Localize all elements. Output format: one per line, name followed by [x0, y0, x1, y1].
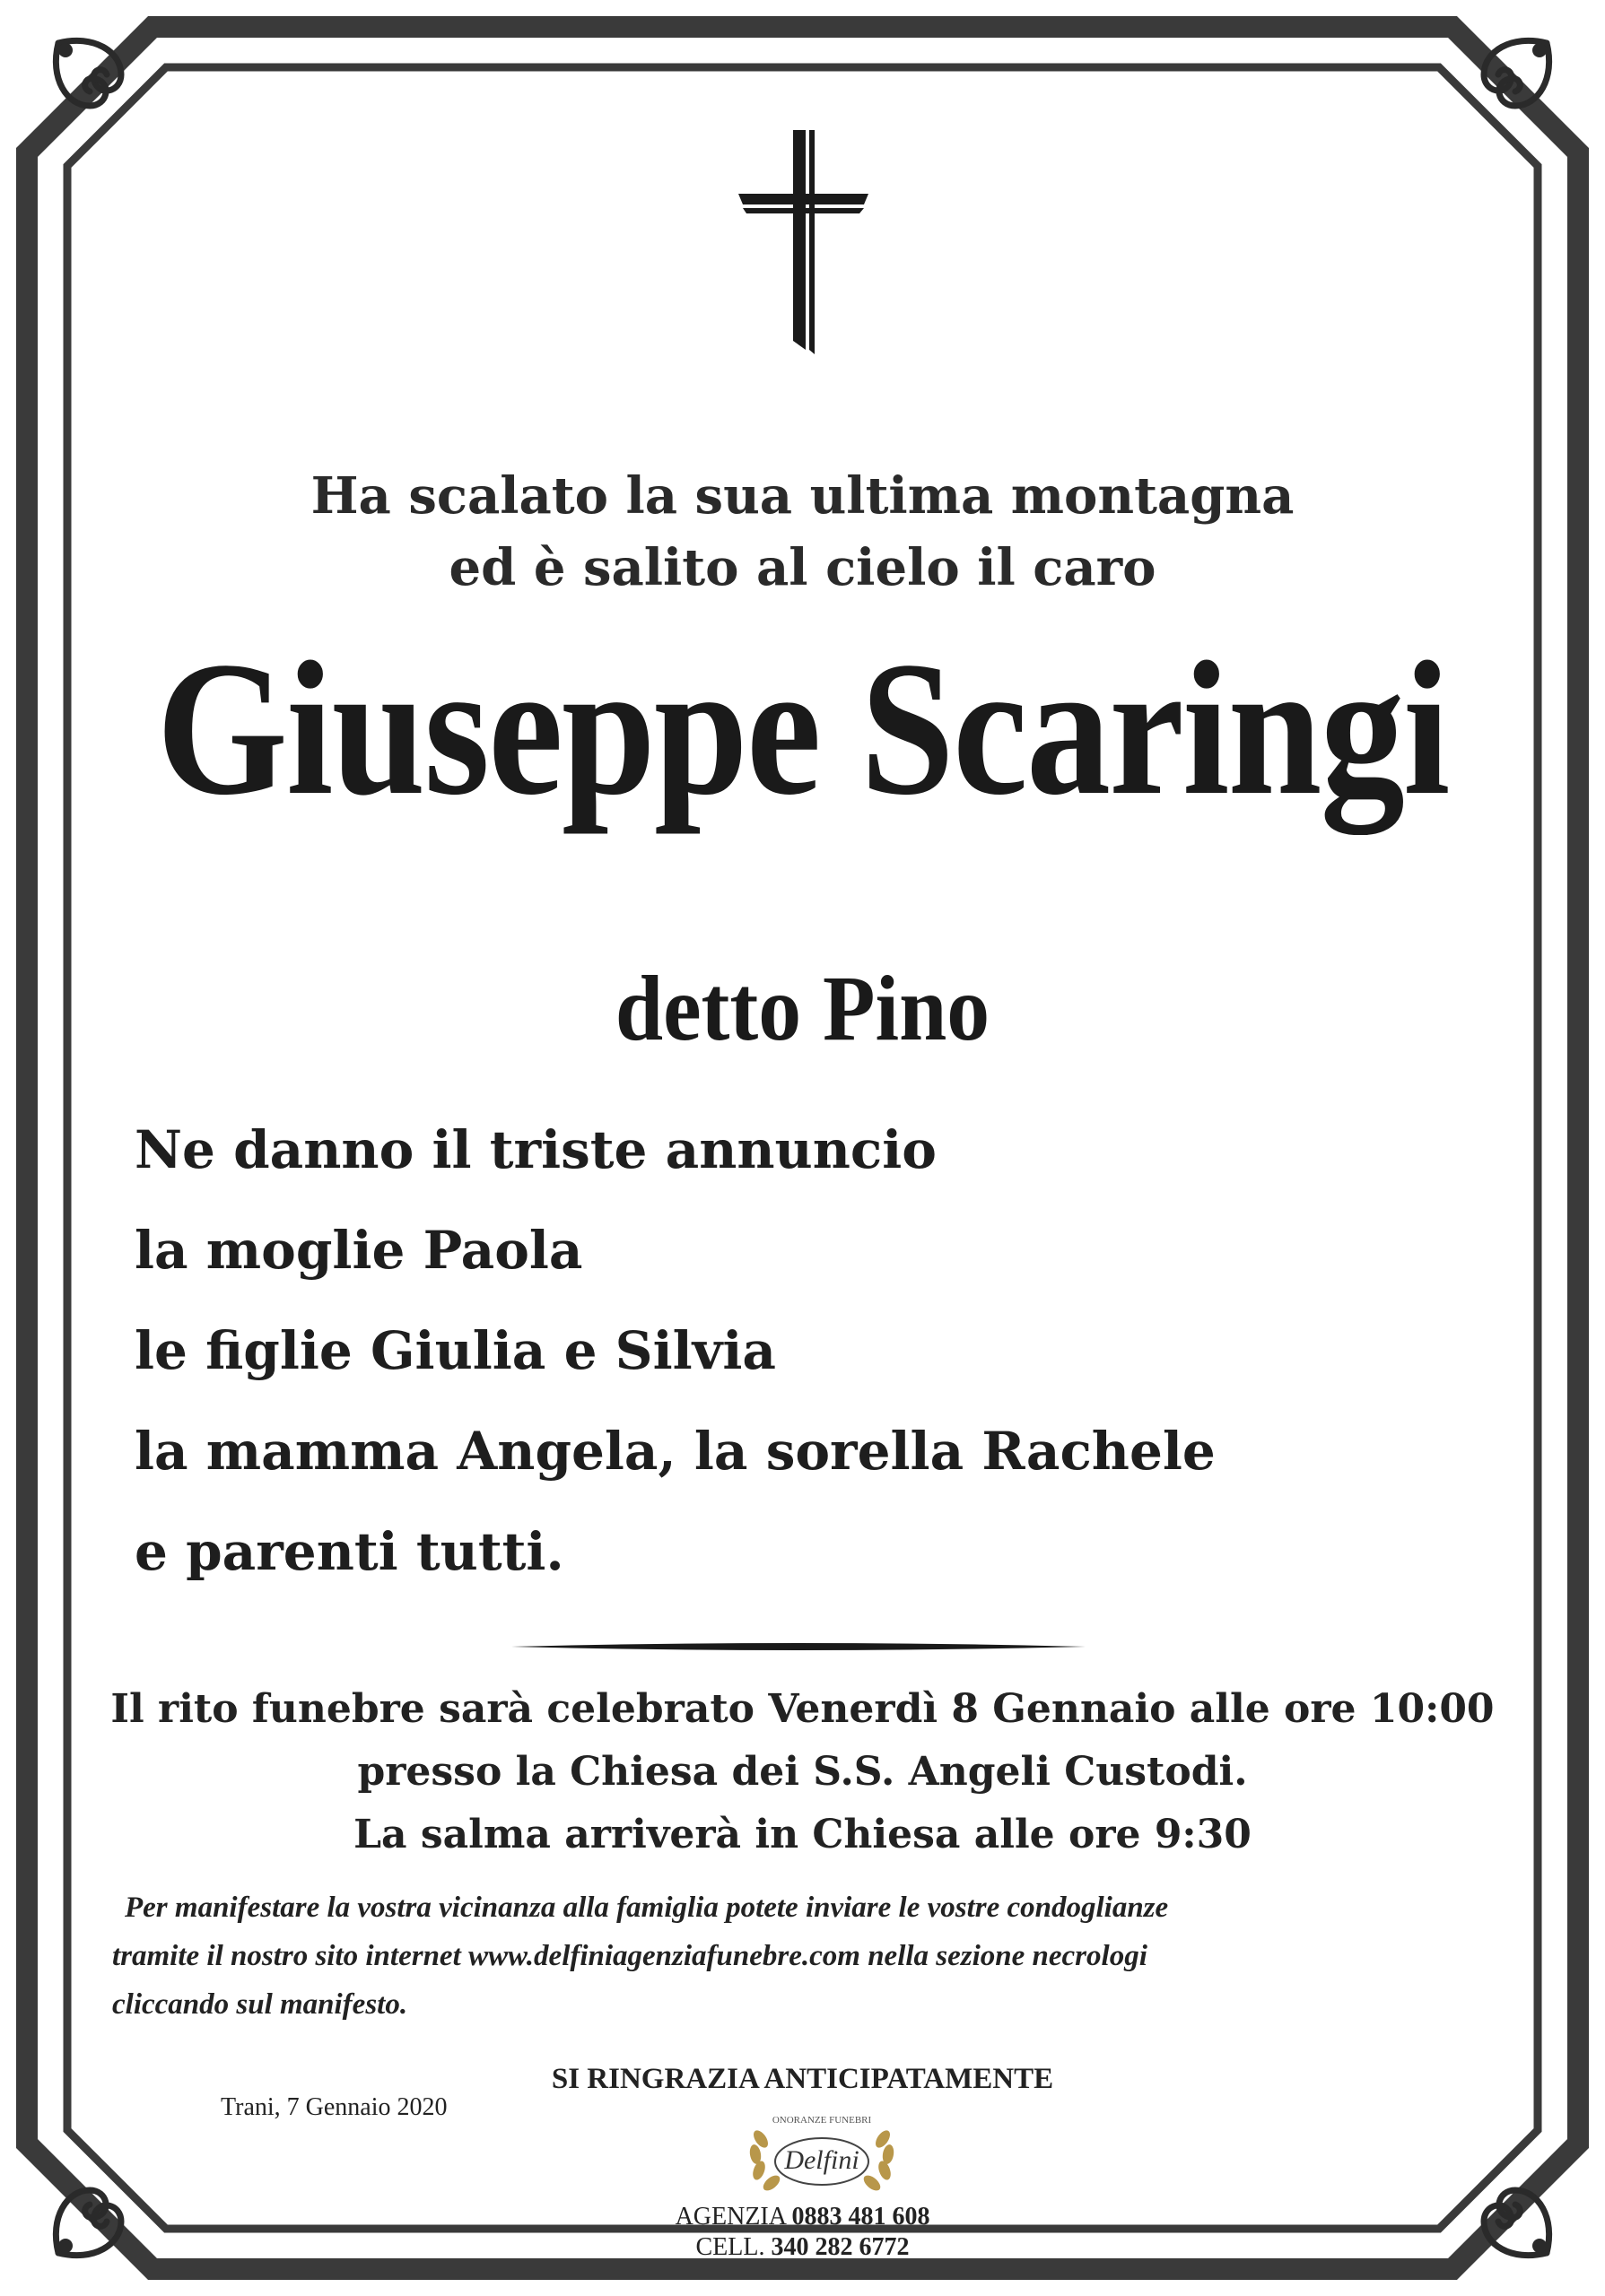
condolences-line: tramite il nostro sito internet www.delfiniagenziafunebre.com nella sezione necrologi: [112, 1940, 1147, 1972]
rite-line: Il rito funebre sarà celebrato Venerdì 8 Gennaio alle ore 10:00: [110, 1686, 1495, 1732]
deceased-nickname: detto Pino: [615, 957, 990, 1060]
intro-line-2: ed è salito al cielo il caro: [449, 538, 1156, 597]
family-line: la mamma Angela, la sorella Rachele: [135, 1421, 1216, 1482]
logo-name: Delfini: [784, 2145, 859, 2175]
agency-phone-label: AGENZIA: [675, 2203, 786, 2231]
agency-cell-number: 340 282 6772: [771, 2233, 910, 2261]
condolences-note: [112, 1883, 1494, 2029]
condolences-line: cliccando sul manifesto.: [112, 1988, 408, 2021]
logo-top-text: ONORANZE FUNEBRI: [772, 2115, 872, 2126]
deceased-name: Giuseppe Scaringi: [156, 622, 1449, 835]
agency-phone-number: 0883 481 608: [791, 2203, 930, 2231]
intro-line-1: Ha scalato la sua ultima montagna: [310, 466, 1295, 526]
divider: [511, 1639, 1086, 1654]
thanks-line: SI RINGRAZIA ANTICIPATAMENTE: [551, 2063, 1054, 2095]
rite-line: La salma arriverà in Chiesa alle ore 9:30: [353, 1812, 1252, 1857]
condolences-line: Per manifestare la vostra vicinanza alla famiglia potete inviare le vostre condoglianze: [125, 1892, 1169, 1924]
cross-icon: [734, 126, 873, 354]
place-date: Trani, 7 Gennaio 2020: [221, 2093, 448, 2121]
corner-ornament-icon: [40, 25, 139, 124]
family-line: Ne danno il triste annuncio: [135, 1119, 937, 1180]
agency-cell-label: CELL.: [695, 2233, 765, 2261]
family-line: la moglie Paola: [135, 1220, 583, 1281]
family-line: e parenti tutti.: [135, 1521, 564, 1582]
agency-cell: [0, 2233, 1605, 2262]
agency-logo: [741, 2108, 903, 2197]
family-line: le figlie Giulia e Silvia: [135, 1320, 776, 1381]
rite-line: presso la Chiesa dei S.S. Angeli Custodi.: [357, 1749, 1248, 1795]
corner-ornament-icon: [1466, 25, 1565, 124]
agency-phone: [0, 2203, 1605, 2231]
